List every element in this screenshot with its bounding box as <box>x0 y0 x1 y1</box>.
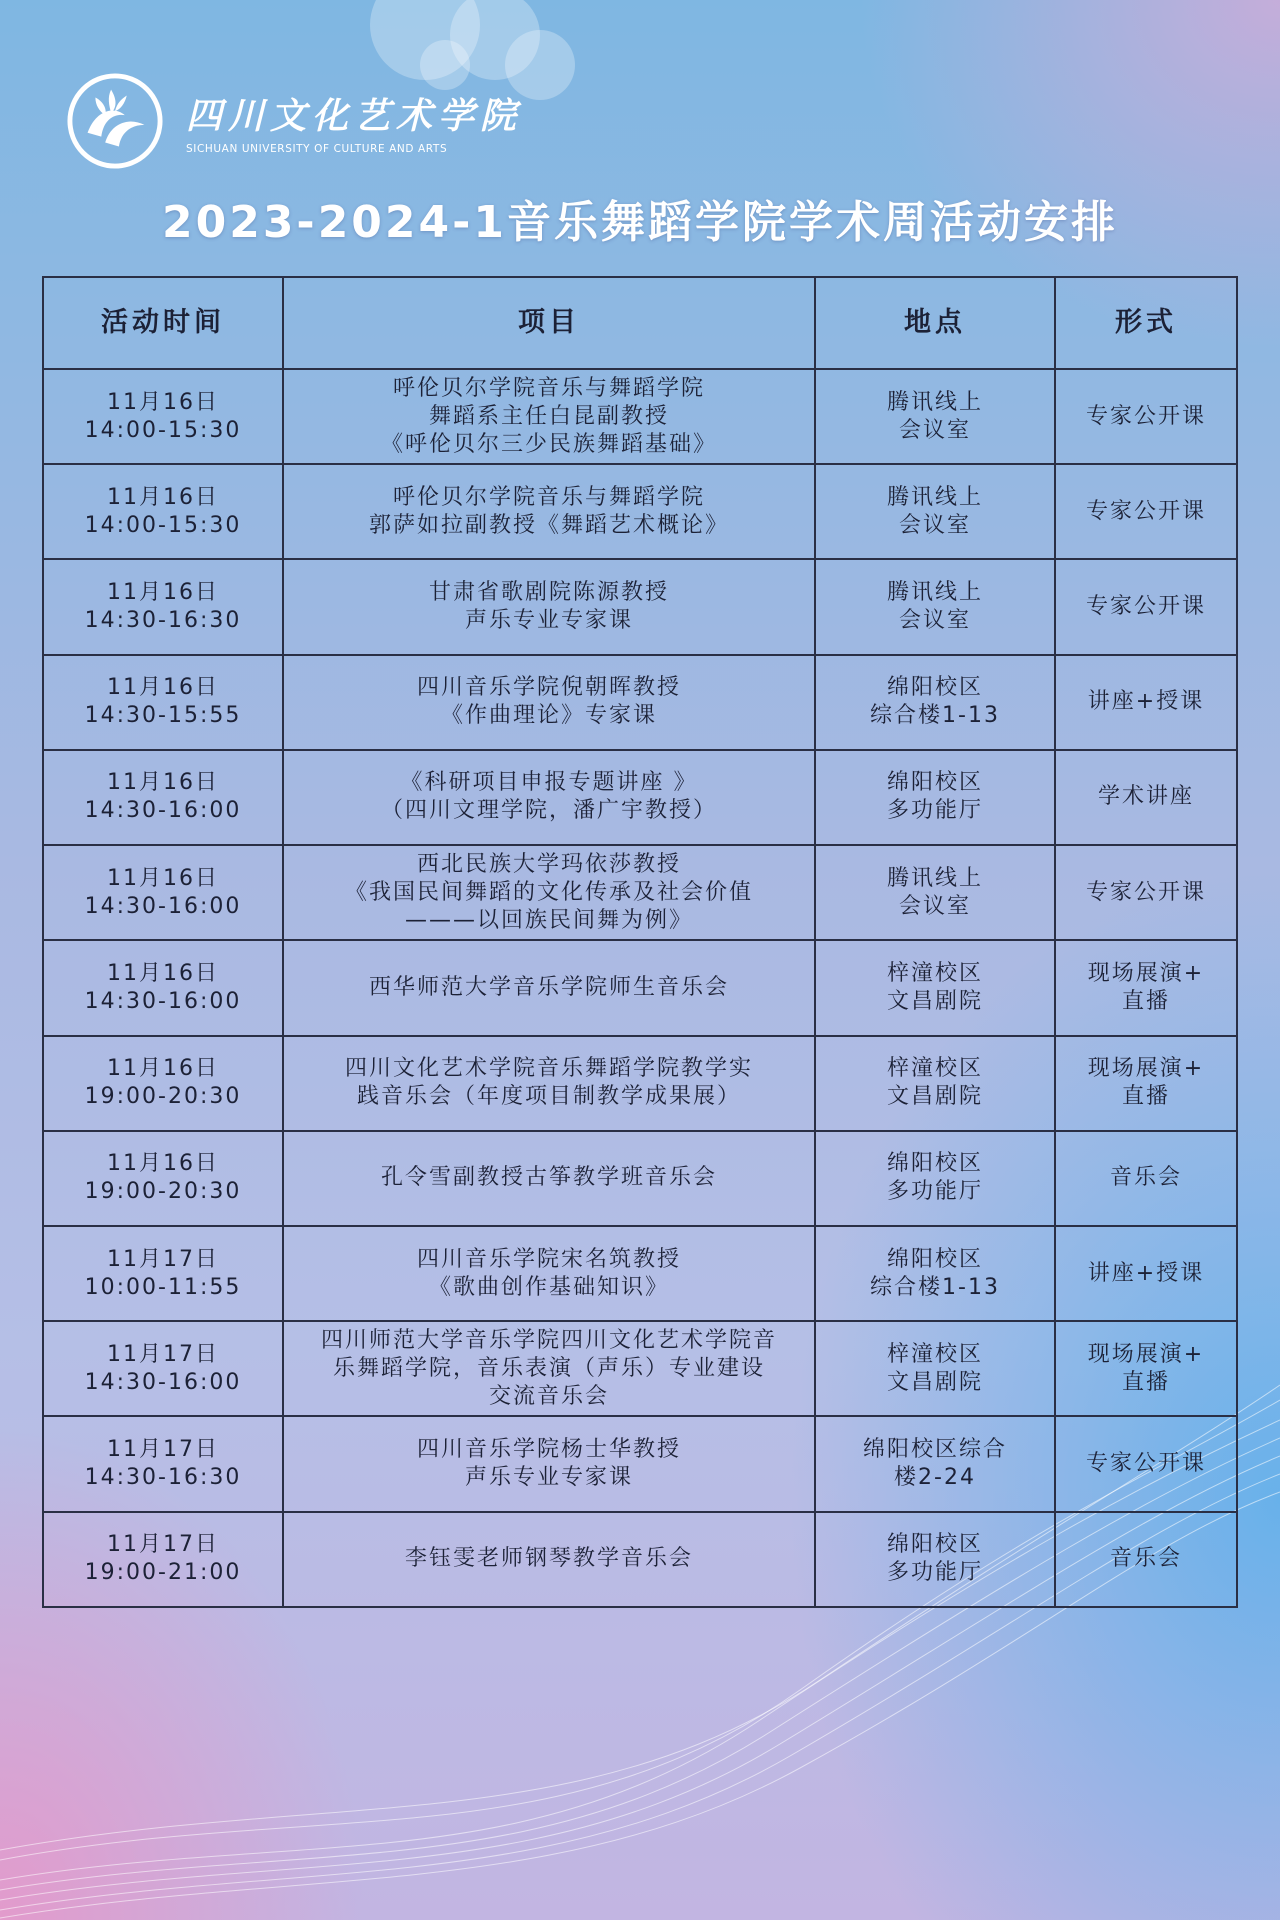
cell-time-line: 11月17日 <box>107 1532 219 1558</box>
cell-project <box>283 1321 815 1416</box>
table-row <box>43 1416 1237 1511</box>
cell-time-line: 11月16日 <box>107 1056 219 1082</box>
cell-project-line: 践音乐会（年度项目制教学成果展） <box>356 1084 741 1110</box>
cell-form-line: 现场展演+ <box>1087 1056 1205 1082</box>
table-row <box>43 1512 1237 1607</box>
cell-project-line: 甘肃省歌剧院陈源教授 <box>428 580 669 606</box>
cell-form <box>1055 1512 1237 1607</box>
cell-place-line: 会议室 <box>898 893 971 919</box>
cell-project <box>283 655 815 750</box>
cell-time-line: 11月16日 <box>107 675 219 701</box>
cell-place-line: 腾讯线上 <box>886 580 983 606</box>
cell-project-line: 四川音乐学院倪朝晖教授 <box>416 675 681 701</box>
cell-project <box>283 369 815 464</box>
cell-place-line: 会议室 <box>898 608 971 634</box>
cell-form <box>1055 1416 1237 1511</box>
cell-place <box>815 1036 1055 1131</box>
header-project: 项目 <box>283 277 815 369</box>
cell-project-line: 声乐专业专家课 <box>464 608 633 634</box>
cell-time <box>43 464 283 559</box>
cell-time-line: 19:00-20:30 <box>84 1084 242 1110</box>
cell-time <box>43 1036 283 1131</box>
cell-place-line: 腾讯线上 <box>886 865 983 891</box>
cell-place <box>815 750 1055 845</box>
cell-form <box>1055 1226 1237 1321</box>
cell-form-line: 直播 <box>1121 988 1170 1014</box>
cell-project-line: 孔令雪副教授古筝教学班音乐会 <box>380 1165 717 1191</box>
cell-project-line: 四川师范大学音乐学院四川文化艺术学院音 <box>320 1327 777 1353</box>
cell-place-line: 绵阳校区综合 <box>862 1437 1007 1463</box>
cell-form <box>1055 369 1237 464</box>
table-row <box>43 1036 1237 1131</box>
table-row <box>43 940 1237 1035</box>
cell-time-line: 14:00-15:30 <box>84 512 242 538</box>
school-logo <box>66 72 522 170</box>
schedule-body <box>43 369 1237 1607</box>
cell-place-line: 多功能厅 <box>886 798 983 824</box>
cell-project-line: 乐舞蹈学院，音乐表演（声乐）专业建设 <box>332 1355 765 1381</box>
cell-project-line: 《歌曲创作基础知识》 <box>428 1274 669 1300</box>
table-row <box>43 655 1237 750</box>
cell-time <box>43 559 283 654</box>
cell-time-line: 14:30-16:00 <box>84 893 242 919</box>
cell-place-line: 梓潼校区 <box>886 1341 983 1367</box>
cell-form-line: 现场展演+ <box>1087 960 1205 986</box>
cell-place-line: 绵阳校区 <box>886 675 983 701</box>
cell-project <box>283 1226 815 1321</box>
cell-time-line: 11月16日 <box>107 865 219 891</box>
cell-project <box>283 845 815 940</box>
cell-place-line: 会议室 <box>898 417 971 443</box>
cell-project-line: 呼伦贝尔学院音乐与舞蹈学院 <box>392 375 705 401</box>
cell-time <box>43 1416 283 1511</box>
cell-place <box>815 1512 1055 1607</box>
cell-time <box>43 1321 283 1416</box>
cell-project <box>283 464 815 559</box>
school-name <box>186 88 522 155</box>
cell-place <box>815 845 1055 940</box>
cell-project-line: （四川文理学院，潘广宇教授） <box>380 798 717 824</box>
cell-time-line: 14:30-16:00 <box>84 988 242 1014</box>
cell-form <box>1055 845 1237 940</box>
cell-project <box>283 940 815 1035</box>
cell-project-line: 《作曲理论》专家课 <box>440 703 657 729</box>
cell-project <box>283 1131 815 1226</box>
cell-time-line: 14:30-16:30 <box>84 608 242 634</box>
cell-form-line: 专家公开课 <box>1085 498 1206 524</box>
cell-time-line: 11月16日 <box>107 484 219 510</box>
cell-project-line: 西北民族大学玛依莎教授 <box>416 851 681 877</box>
cell-project <box>283 1036 815 1131</box>
cell-project-line: 呼伦贝尔学院音乐与舞蹈学院 <box>392 484 705 510</box>
cell-time-line: 11月16日 <box>107 1151 219 1177</box>
cell-place-line: 梓潼校区 <box>886 960 983 986</box>
table-row <box>43 845 1237 940</box>
cell-place-line: 绵阳校区 <box>886 1246 983 1272</box>
cell-place-line: 文昌剧院 <box>886 988 983 1014</box>
cell-project-line: 声乐专业专家课 <box>464 1465 633 1491</box>
cell-place-line: 综合楼1-13 <box>870 703 1000 729</box>
cell-project-line: 四川音乐学院杨士华教授 <box>416 1437 681 1463</box>
cell-time-line: 14:30-16:00 <box>84 798 242 824</box>
cell-form <box>1055 464 1237 559</box>
cell-project <box>283 559 815 654</box>
cell-project-line: 郭萨如拉副教授《舞蹈艺术概论》 <box>368 512 729 538</box>
table-row <box>43 1321 1237 1416</box>
cell-time <box>43 369 283 464</box>
cell-form <box>1055 1036 1237 1131</box>
cell-form <box>1055 940 1237 1035</box>
cell-form <box>1055 1131 1237 1226</box>
cell-time <box>43 940 283 1035</box>
cell-form <box>1055 750 1237 845</box>
school-name-cn: 四川文化艺术学院 <box>186 94 523 137</box>
cell-project-line: 四川文化艺术学院音乐舞蹈学院教学实 <box>344 1056 753 1082</box>
cell-time-line: 11月16日 <box>107 770 219 796</box>
cell-place-line: 腾讯线上 <box>886 484 983 510</box>
cell-place-line: 多功能厅 <box>886 1179 983 1205</box>
school-name-en: SICHUAN UNIVERSITY OF CULTURE AND ARTS <box>186 142 448 155</box>
cell-time-line: 14:30-16:00 <box>84 1369 242 1395</box>
cell-form-line: 专家公开课 <box>1085 403 1206 429</box>
header-time: 活动时间 <box>43 277 283 369</box>
cell-place-line: 绵阳校区 <box>886 770 983 796</box>
cell-time-line: 10:00-11:55 <box>84 1274 242 1300</box>
cell-place-line: 梓潼校区 <box>886 1056 983 1082</box>
header-form: 形式 <box>1055 277 1237 369</box>
table-row <box>43 369 1237 464</box>
cell-time-line: 11月16日 <box>107 960 219 986</box>
cell-place <box>815 369 1055 464</box>
table-row <box>43 1226 1237 1321</box>
cell-time <box>43 1226 283 1321</box>
cell-place <box>815 1131 1055 1226</box>
cell-time <box>43 1512 283 1607</box>
cell-project-line: 李钰雯老师钢琴教学音乐会 <box>404 1546 693 1572</box>
cell-time-line: 11月17日 <box>107 1341 219 1367</box>
cell-form-line: 现场展演+ <box>1087 1341 1205 1367</box>
cell-place-line: 楼2-24 <box>894 1465 976 1491</box>
cell-time <box>43 845 283 940</box>
cell-form-line: 讲座+授课 <box>1087 689 1205 715</box>
cell-project <box>283 750 815 845</box>
cell-time-line: 14:30-16:30 <box>84 1465 242 1491</box>
cell-time-line: 19:00-20:30 <box>84 1179 242 1205</box>
cell-time-line: 11月17日 <box>107 1437 219 1463</box>
cell-form-line: 讲座+授课 <box>1087 1260 1205 1286</box>
school-emblem-icon <box>66 72 164 170</box>
cell-place-line: 腾讯线上 <box>886 389 983 415</box>
cell-project <box>283 1512 815 1607</box>
cell-place <box>815 940 1055 1035</box>
cell-place-line: 综合楼1-13 <box>870 1274 1000 1300</box>
cell-time-line: 14:00-15:30 <box>84 417 242 443</box>
cell-time-line: 11月16日 <box>107 580 219 606</box>
cell-place <box>815 559 1055 654</box>
table-row <box>43 1131 1237 1226</box>
cell-place-line: 绵阳校区 <box>886 1532 983 1558</box>
cell-form-line: 直播 <box>1121 1369 1170 1395</box>
table-row <box>43 750 1237 845</box>
cell-time <box>43 655 283 750</box>
cell-project <box>283 1416 815 1511</box>
cell-time <box>43 750 283 845</box>
table-row <box>43 464 1237 559</box>
cell-form <box>1055 1321 1237 1416</box>
cell-project-line: 《科研项目申报专题讲座 》 <box>400 770 698 796</box>
header-place: 地点 <box>815 277 1055 369</box>
cell-form <box>1055 655 1237 750</box>
page-title: 2023-2024-1音乐舞蹈学院学术周活动安排 <box>161 197 1119 248</box>
cell-place <box>815 655 1055 750</box>
cell-form-line: 音乐会 <box>1109 1165 1182 1191</box>
cell-project-line: 四川音乐学院宋名筑教授 <box>416 1246 681 1272</box>
cell-place-line: 多功能厅 <box>886 1560 983 1586</box>
cell-project-line: ———以回族民间舞为例》 <box>404 907 693 933</box>
cell-place <box>815 1226 1055 1321</box>
cell-place-line: 文昌剧院 <box>886 1084 983 1110</box>
cell-place <box>815 1416 1055 1511</box>
cell-place-line: 会议室 <box>898 512 971 538</box>
cell-form-line: 专家公开课 <box>1085 594 1206 620</box>
cell-place-line: 绵阳校区 <box>886 1151 983 1177</box>
cell-project-line: 舞蹈系主任白昆副教授 <box>428 403 669 429</box>
cell-time-line: 11月16日 <box>107 389 219 415</box>
cell-place <box>815 464 1055 559</box>
cell-project-line: 西华师范大学音乐学院师生音乐会 <box>368 974 729 1000</box>
schedule-table <box>42 276 1238 1608</box>
cell-time-line: 19:00-21:00 <box>84 1560 242 1586</box>
cell-form-line: 专家公开课 <box>1085 1451 1206 1477</box>
cell-project-line: 《我国民间舞蹈的文化传承及社会价值 <box>344 879 753 905</box>
cell-time-line: 11月17日 <box>107 1246 219 1272</box>
cell-form-line: 专家公开课 <box>1085 879 1206 905</box>
table-header-row <box>43 277 1237 369</box>
cell-project-line: 《呼伦贝尔三少民族舞蹈基础》 <box>380 431 717 457</box>
cell-form-line: 学术讲座 <box>1097 784 1194 810</box>
cell-form-line: 直播 <box>1121 1084 1170 1110</box>
cell-time <box>43 1131 283 1226</box>
cell-time-line: 14:30-15:55 <box>84 703 242 729</box>
cell-place-line: 文昌剧院 <box>886 1369 983 1395</box>
cell-form-line: 音乐会 <box>1109 1546 1182 1572</box>
table-row <box>43 559 1237 654</box>
cell-form <box>1055 559 1237 654</box>
cell-place <box>815 1321 1055 1416</box>
cell-project-line: 交流音乐会 <box>488 1383 609 1409</box>
